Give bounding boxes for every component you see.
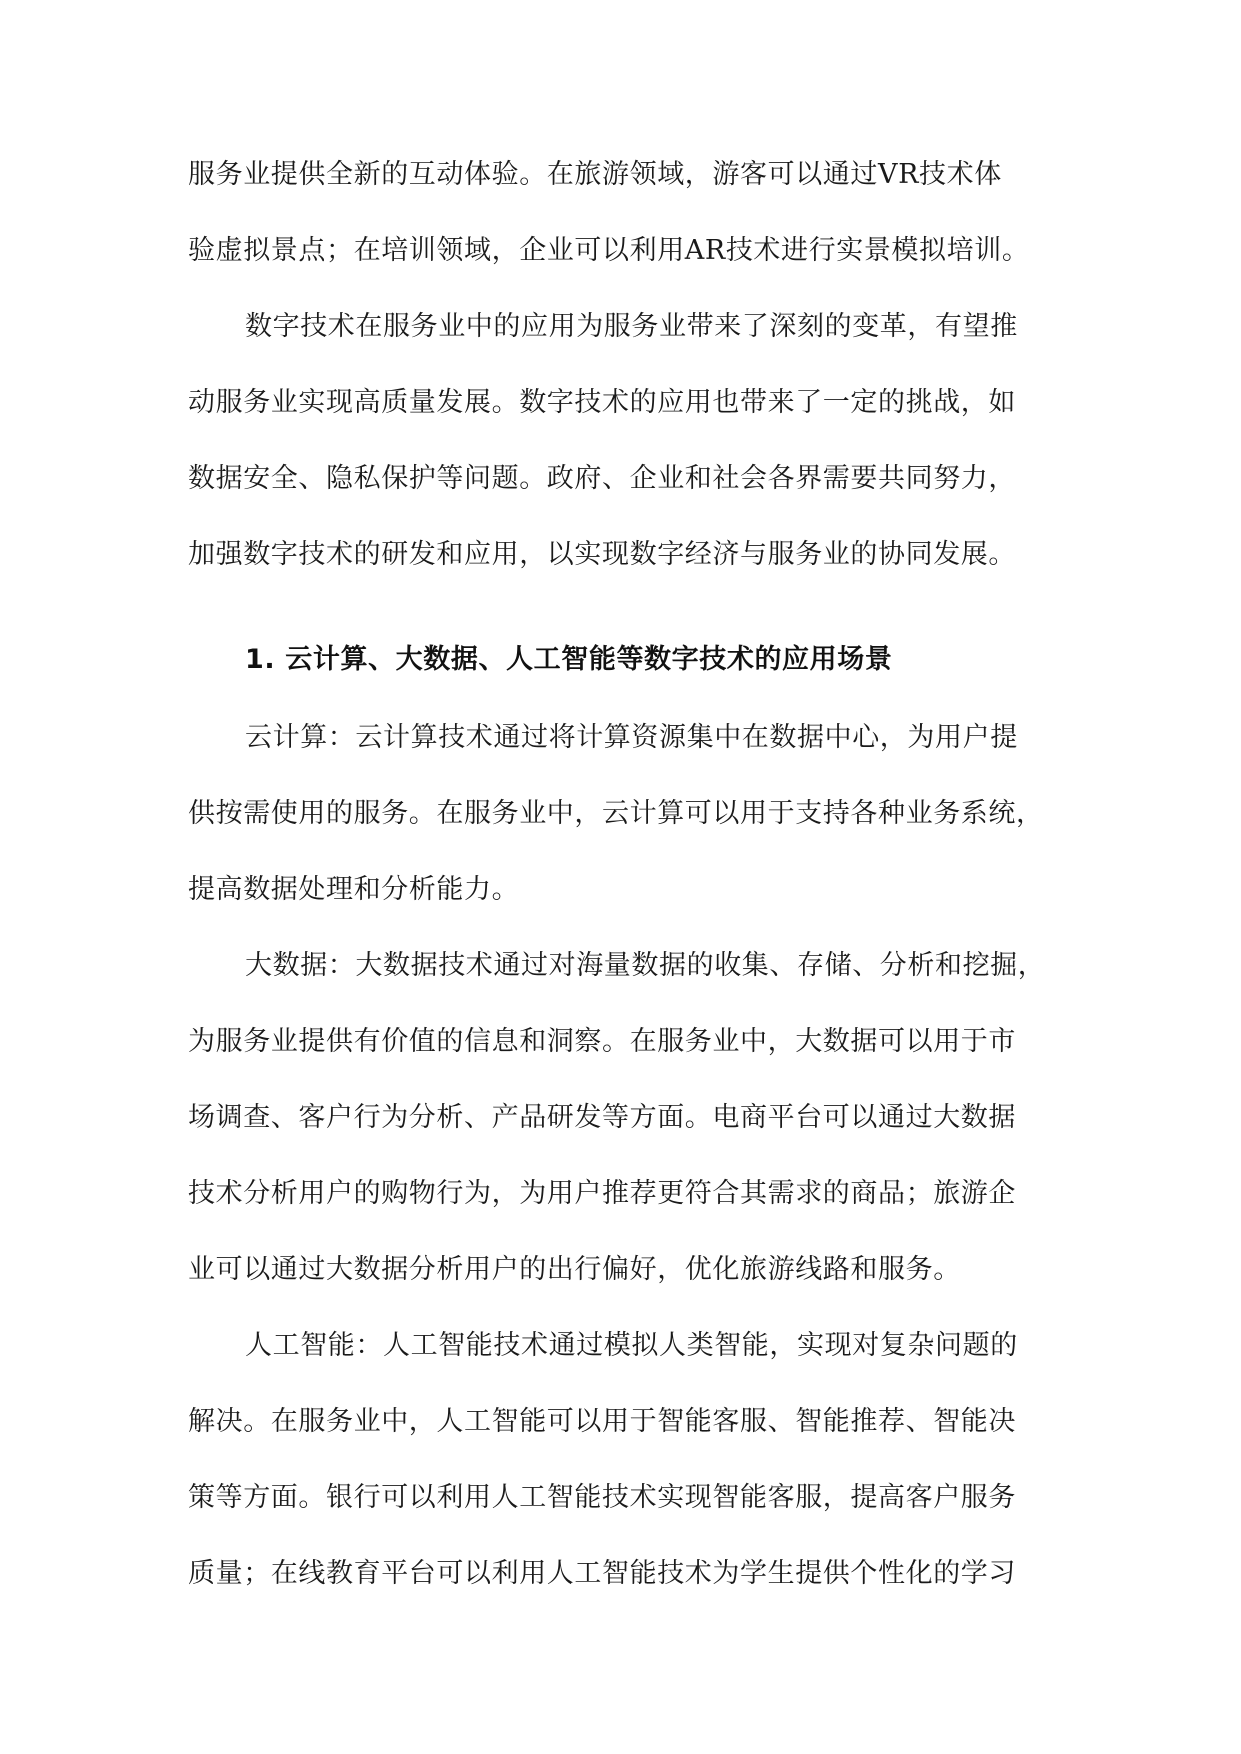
section-heading: 1. 云计算、大数据、人工智能等数字技术的应用场景 <box>245 644 893 675</box>
paragraph-line: 大数据：大数据技术通过对海量数据的收集、存储、分析和挖掘， <box>245 950 1046 981</box>
paragraph-line: 验虚拟景点；在培训领域，企业可以利用AR技术进行实景模拟培训。 <box>188 235 1030 266</box>
paragraph-line: 解决。在服务业中，人工智能可以用于智能客服、智能推荐、智能决 <box>188 1406 1016 1437</box>
paragraph-line: 场调查、客户行为分析、产品研发等方面。电商平台可以通过大数据 <box>188 1102 1016 1133</box>
paragraph-line: 动服务业实现高质量发展。数字技术的应用也带来了一定的挑战，如 <box>188 387 1016 418</box>
paragraph-line: 为服务业提供有价值的信息和洞察。在服务业中，大数据可以用于市 <box>188 1026 1016 1057</box>
paragraph-line: 加强数字技术的研发和应用，以实现数字经济与服务业的协同发展。 <box>188 539 1016 570</box>
paragraph-line: 数字技术在服务业中的应用为服务业带来了深刻的变革，有望推 <box>245 311 1018 342</box>
paragraph-line: 业可以通过大数据分析用户的出行偏好，优化旅游线路和服务。 <box>188 1254 961 1285</box>
paragraph-line: 策等方面。银行可以利用人工智能技术实现智能客服，提高客户服务 <box>188 1482 1016 1513</box>
paragraph-line: 人工智能：人工智能技术通过模拟人类智能，实现对复杂问题的 <box>245 1330 1018 1361</box>
paragraph-line: 质量；在线教育平台可以利用人工智能技术为学生提供个性化的学习 <box>188 1558 1016 1589</box>
paragraph-line: 供按需使用的服务。在服务业中，云计算可以用于支持各种业务系统， <box>188 798 1044 829</box>
paragraph-line: 数据安全、隐私保护等问题。政府、企业和社会各界需要共同努力， <box>188 463 1016 494</box>
paragraph-line: 提高数据处理和分析能力。 <box>188 874 520 905</box>
paragraph-line: 服务业提供全新的互动体验。在旅游领域，游客可以通过VR技术体 <box>188 159 1002 190</box>
paragraph-line: 技术分析用户的购物行为，为用户推荐更符合其需求的商品；旅游企 <box>188 1178 1016 1209</box>
paragraph-line: 云计算：云计算技术通过将计算资源集中在数据中心，为用户提 <box>245 722 1018 753</box>
